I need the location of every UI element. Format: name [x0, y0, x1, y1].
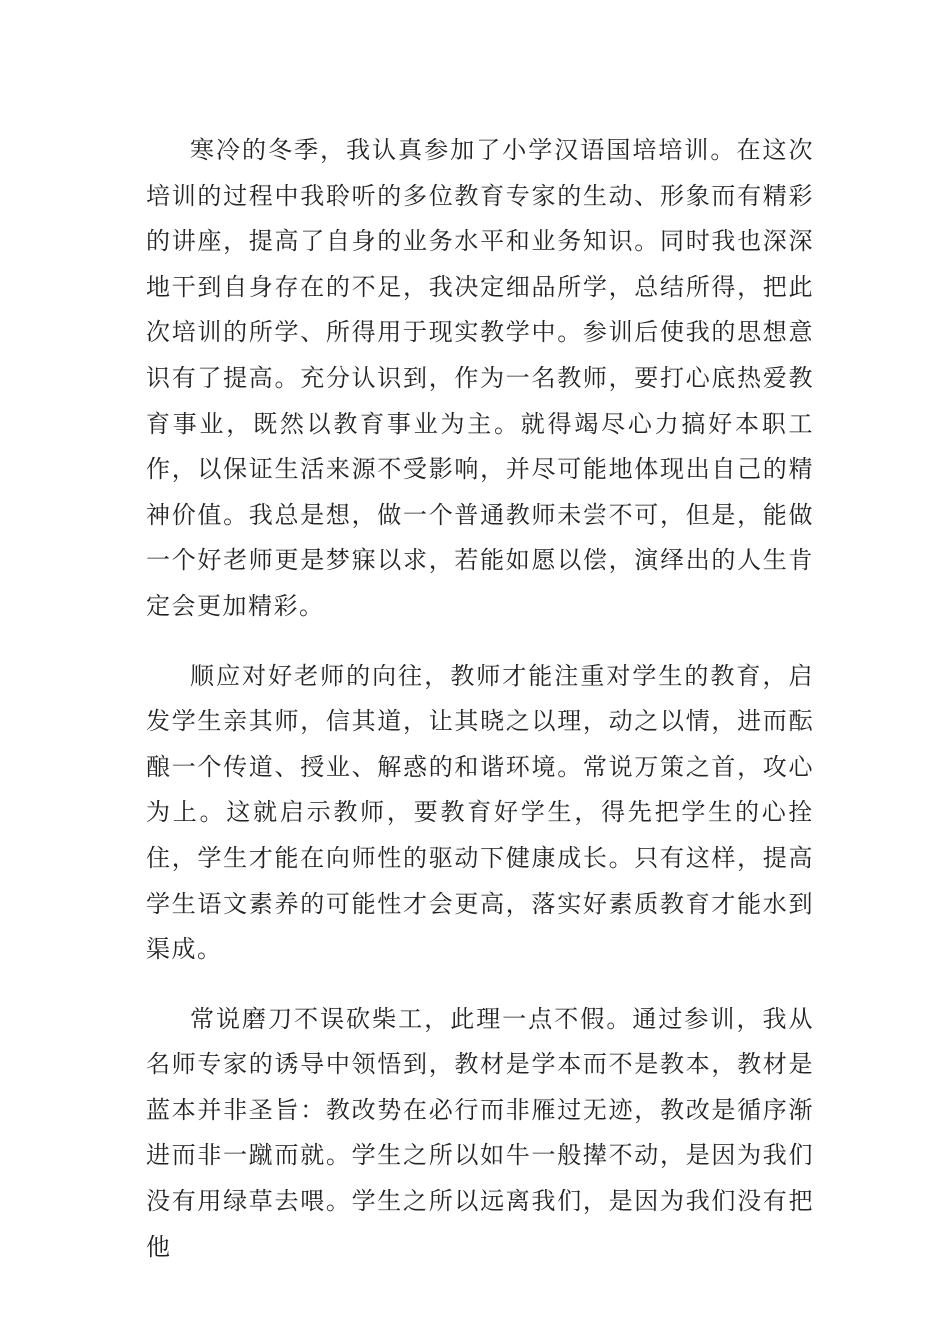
paragraph-2: 顺应对好老师的向往，教师才能注重对学生的教育，启发学生亲其师，信其道，让其晓之以理，动之以情，进而酝酿一个传道、授业、解惑的和谐环境。常说万策之首，攻心为上。这就启示教师，要教育好学生，得先把学生的心拴住，学生才能在向师性的驱动下健康成长。只有这样，提高学生语文素养的可能性才会更高，落实好素质教育才能水到渠成。: [146, 661, 814, 964]
paragraph-3: 常说磨刀不误砍柴工，此理一点不假。通过参训，我从名师专家的诱导中领悟到，教材是学本而不是教本，教材是蓝本并非圣旨：教改势在必行而非雁过无迹，教改是循序渐进而非一蹴而就。学生之所以如牛一般撵不动，是因为我们没有用绿草去喂。学生之所以远离我们，是因为我们没有把他: [146, 1004, 814, 1261]
paragraph-1: 寒冷的冬季，我认真参加了小学汉语国培培训。在这次培训的过程中我聆听的多位教育专家的生动、形象而有精彩的讲座，提高了自身的业务水平和业务知识。同时我也深深地干到自身存在的不足，我决定细品所学，总结所得，把此次培训的所学、所得用于现实教学中。参训后使我的思想意识有了提高。充分认识到，作为一名教师，要打心底热爱教育事业，既然以教育事业为主。就得竭尽心力搞好本职工作，以保证生活来源不受影响，并尽可能地体现出自己的精神价值。我总是想，做一个普通教师未尝不可，但是，能做一个好老师更是梦寐以求，若能如愿以偿，演绎出的人生肯定会更加精彩。: [146, 136, 814, 620]
document-body: [146, 128, 814, 1294]
